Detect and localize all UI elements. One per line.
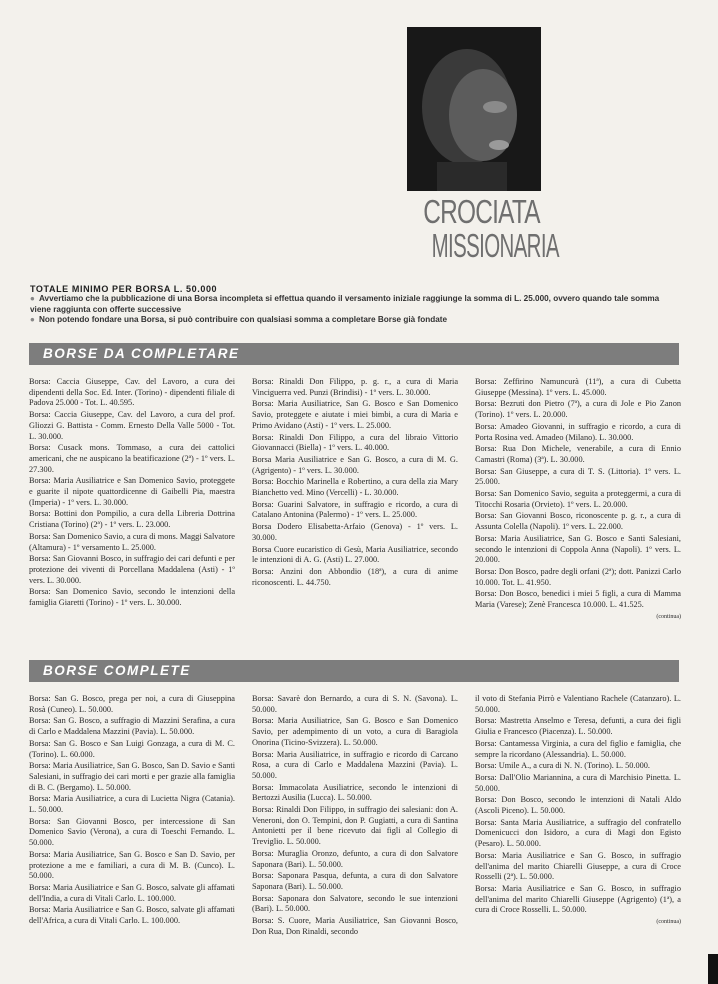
section-body-incomplete — [29, 377, 681, 623]
list-item: il voto di Stefania Pirrò e Valentiano Rachele (Catanzaro). L. 50.000. — [475, 694, 681, 714]
list-item: Borsa: Maria Ausiliatrice, in suffragio e ricordo di Carcano Rosa, a cura di Carlo e Maddalena Mazzini (Pavia). L. 50.000. — [252, 749, 458, 780]
bullet-icon: ● — [30, 315, 35, 324]
list-item: Borsa: Cantamessa Virginia, a cura del figlio e famiglia, che sempre la ricordano (Alessandria). L. 50.000. — [475, 738, 681, 759]
list-item: Borsa: San G. Bosco, a suffragio di Mazzini Serafina, a cura di Carlo e Maddalena Mazzini (Pavia). L. 50.000. — [29, 716, 235, 737]
list-item: Borsa: San Giovanni Bosco, per intercessione di San Domenico Savio (Verona), a cura di Toeschi Fernando. L. 50.000. — [29, 816, 235, 848]
section-title: BORSE COMPLETE — [43, 663, 191, 678]
list-item: Borsa: Maria Ausiliatrice e San G. Bosco, salvate gli affamati dell'India, a cura di Vitali Carlo. L. 100.000. — [29, 882, 235, 903]
section-header-complete — [29, 660, 679, 682]
list-item: Borsa: Cusack mons. Tommaso, a cura dei cattolici americani, che ne auspicano la beatificazione (2ª) - 1º vers. L. 27.300. — [29, 443, 235, 474]
list-item: Borsa: Rinaldi Don Filippo, in suffragio dei salesiani: don A. Veneroni, don O. Tempini, don P. Gugiatti, a cura di Santina Antonietti per il bene ricevuto dai figli al Collegio di Treviglio. L. 50.000. — [252, 805, 458, 847]
list-item: Borsa Maria Ausiliatrice e San G. Bosco, a cura di M. G. (Agrigento) - 1º vers. L. 30.000. — [252, 454, 458, 475]
list-item: Borsa: Saponara Pasqua, defunta, a cura di don Salvatore Saponara (Bari). L. 50.000. — [252, 871, 458, 891]
bullet-icon: ● — [30, 294, 35, 303]
intro-block — [30, 284, 680, 326]
section-header-incomplete — [29, 343, 679, 365]
section-title: BORSE DA COMPLETARE — [43, 346, 240, 361]
list-item: Borsa: Maria Ausiliatrice, San G. Bosco e San Domenico Savio, proteggete e aiutate i miei bimbi, a cura di Maria e Primo Avidano (Asti) - 1º vers. L. 25.000. — [252, 399, 458, 430]
portrait-icon — [407, 27, 541, 191]
list-item: Borsa: Maria Ausiliatrice, San G. Bosco, San D. Savio e Santi Salesiani, in suffragio dei cari morti e per grazie alla famiglia di B. C. (Bergamo). L. 50.000. — [29, 761, 236, 792]
title-line-1: CROCIATA — [423, 193, 540, 230]
text-column — [29, 694, 235, 938]
list-item: Borsa: Maria Ausiliatrice e San G. Bosco, salvate gli affamati dell'Africa, a cura di Vitali Carlo. L. 100.000. — [29, 905, 235, 926]
list-item: Borsa: Maria Ausiliatrice e San G. Bosco, in suffragio dell'anima del marito Chiarelli Giuseppe, a cura di Croce Rosselli (2ª). L. 50.000. — [475, 850, 681, 882]
list-item: Borsa: Dall'Olio Mariannina, a cura di Marchisio Pinetta. L. 50.000. — [475, 772, 681, 793]
intro-note-1: ● Avvertiamo che la pubblicazione di una Borsa incompleta si effettua quando il versamento iniziale raggiunge la somma di L. 25.000, ovvero quando tale somma viene raggiunta con offerte successive — [30, 294, 660, 314]
list-item: Borsa: Caccia Giuseppe, Cav. del Lavoro, a cura del prof. Gliozzi G. Battista - Comm. Ernesto Della Valle 5000 - Tot. L. 30.000. — [29, 410, 235, 441]
text-column — [252, 694, 458, 938]
list-item: Borsa: Umile A., a cura di N. N. (Torino). L. 50.000. — [475, 761, 651, 771]
text-column — [475, 377, 681, 623]
child-portrait-photo — [407, 27, 541, 191]
list-item: Borsa: Immacolata Ausiliatrice, secondo le intenzioni di Bertozzi Ausilia (Lucca). L. 50.000. — [252, 782, 458, 803]
list-item: Borsa: Santa Maria Ausiliatrice, a suffragio del confratello Domenicucci don Isidoro, a cura di Magi don Egisto (Pesaro). L. 50.000. — [475, 817, 681, 849]
text-column — [475, 694, 681, 938]
list-item: Borsa: Bocchio Marinella e Robertino, a cura della zia Mary Bianchetto ved. Mino (Vercelli) - L. 30.000. — [252, 477, 458, 498]
list-item: Borsa: Caccia Giuseppe, Cav. del Lavoro, a cura dei dipendenti della Soc. Ed. Inter. (Torino) - dipendenti filiale di Padova 25.000 - Tot. L. 40.595. — [29, 377, 235, 408]
text-column — [252, 377, 458, 623]
list-item: Borsa: Maria Ausiliatrice, a cura di Lucietta Nigra (Catania). L. 50.000. — [29, 794, 235, 815]
list-item: Borsa: Don Bosco, secondo le intenzioni di Natali Aldo (Ascoli Piceno). L. 50.000. — [475, 795, 681, 816]
list-item: Borsa: Maria Ausiliatrice e San G. Bosco, in suffragio dell'anima del marito Chiarelli Giuseppe (Agrigento) (1ª), a cura di Croce Rosselli. L. 50.000. — [475, 883, 681, 915]
page-title — [405, 193, 559, 264]
list-item: Borsa: Maria Ausiliatrice e San Domenico Savio, proteggete e guarite il nipote quattordicenne di Gaibelli Pia, maestra (Imperia) - 1º vers. L. 30.000. — [29, 476, 235, 507]
list-item: Borsa: Mastretta Anselmo e Teresa, defunti, a cura dei figli Giulia e Francesco (Piacenza). L. 50.000. — [475, 716, 681, 737]
list-item: Borsa: Rua Don Michele, venerabile, a cura di Ennio Camastri (Roma) (3ª). L. 30.000. — [475, 444, 681, 464]
list-item: Borsa: San Domenico Savio, seguita a proteggermi, a cura di Titocchi Rosaria (Orvieto). 1º vers. L. 20.000. — [475, 489, 681, 509]
list-item: Borsa: Zeffirino Namuncurà (11ª), a cura di Cubetta Giuseppe (Messina). 1º vers. L. 45.000. — [475, 377, 681, 397]
list-item: Borsa: Muraglia Oronzo, defunto, a cura di don Salvatore Saponara (Bari). L. 50.000. — [252, 848, 458, 869]
continued-note: (continua) — [656, 919, 681, 926]
list-item: Borsa: San Giovanni Bosco, riconoscente p. g. r., a cura di Assunta Colella (Napoli). 1º vers. L. 22.000. — [475, 511, 681, 532]
intro-note-2: ● Non potendo fondare una Borsa, si può contribuire con qualsiasi somma a completare Borse già fondate — [30, 315, 448, 324]
text-column — [29, 377, 235, 623]
list-item: Borsa: Amadeo Giovanni, in suffragio e ricordo, a cura di Porta Rosina ved. Amadeo (Milano). L. 30.000. — [475, 421, 681, 442]
continued-note: (continua) — [656, 613, 681, 620]
list-item: Borsa: San Domenico Savio, secondo le intenzioni della famiglia Giaretti (Torino) - 1º vers. L. 30.000. — [29, 587, 235, 608]
list-item: Borsa: Bezruti don Pietro (7ª), a cura di Jole e Pio Zanon (Torino). 1º vers. L. 20.000. — [475, 399, 681, 420]
list-item: Borsa Dodero Elisabetta-Arfaio (Genova) - 1º vers. L. 30.000. — [252, 522, 458, 542]
list-item: Borsa: Rinaldi Don Filippo, a cura del libraio Vittorio Giovannacci (Biella) - 1º vers. L. 40.000. — [252, 432, 458, 453]
list-item: Borsa: San G. Bosco, prega per noi, a cura di Giuseppina Rosà (Cuneo). L. 50.000. — [29, 694, 235, 714]
list-item: Borsa: Guarini Salvatore, in suffragio e ricordo, a cura di Catalano Antonina (Palermo) - 1º vers. L. 25.000. — [252, 499, 458, 520]
list-item: Borsa Cuore eucaristico di Gesù, Maria Ausiliatrice, secondo le intenzioni di A. G. (Asti) L. 27.000. — [252, 544, 458, 565]
list-item: Borsa: San Giovanni Bosco, in suffragio dei cari defunti e per protezione dei viventi di Porcellana Maddalena (Asti) - 1º vers. L. 30.000. — [29, 554, 235, 585]
intro-title: TOTALE MINIMO PER BORSA L. 50.000 — [30, 284, 218, 294]
list-item: Borsa: Savarè don Bernardo, a cura di S. N. (Savona). L. 50.000. — [252, 694, 458, 714]
list-item: Borsa: S. Cuore, Maria Ausiliatrice, San Giovanni Bosco, Don Rua, Don Rinaldi, secondo — [252, 916, 458, 936]
list-item: Borsa: Don Bosco, benedici i miei 5 figli, a cura di Mamma Maria (Varese); Zenè Francesca 10.000. L. 41.525. — [475, 589, 681, 610]
list-item: Borsa: Maria Ausiliatrice, San G. Bosco e San D. Savio, per protezione a me e familiari, a cura di M. B. (Cunco). L. 50.000. — [29, 849, 235, 881]
list-item: Borsa: San Giuseppe, a cura di T. S. (Littoria). 1º vers. L. 25.000. — [475, 466, 681, 487]
section-body-complete — [29, 694, 681, 938]
list-item: Borsa: Bottini don Pompilio, a cura della Libreria Dottrina Cristiana (Torino) (2ª) - 1º vers. L. 23.000. — [29, 509, 235, 530]
list-item: Borsa: San Domenico Savio, a cura di mons. Maggi Salvatore (Altamura) - 1º versamento L. 25.000. — [29, 531, 235, 552]
list-item: Borsa: Maria Ausiliatrice, San G. Bosco e San Domenico Savio, per adempimento di un voto, a cura di Baragiola Onorina (Ticino-Svizzera). L. 50.000. — [252, 716, 458, 747]
list-item: Borsa: Rinaldi Don Filippo, p. g. r., a cura di Maria Vinciguerra ved. Punzi (Brindisi) - 1º vers. L. 30.000. — [252, 377, 458, 397]
list-item: Borsa: San G. Bosco e San Luigi Gonzaga, a cura di M. C. (Torino). L. 60.000. — [29, 738, 235, 759]
list-item: Borsa: Saponara don Salvatore, secondo le sue intenzioni (Bari). L. 50.000. — [252, 893, 458, 914]
scan-edge-mark — [708, 954, 718, 984]
list-item: Borsa: Don Bosco, padre degli orfani (2ª); dott. Panizzi Carlo 10.000. Tot. L. 41.950. — [475, 566, 681, 587]
list-item: Borsa: Maria Ausiliatrice, San G. Bosco e Santi Salesiani, secondo le intenzioni di Coppola Anna (Napoli). 1º vers. L. 20.000. — [475, 533, 681, 565]
list-item: Borsa: Anzini don Abbondio (18ª), a cura di anime riconoscenti. L. 44.750. — [252, 566, 458, 587]
title-line-2: MISSIONARIA — [431, 227, 559, 264]
